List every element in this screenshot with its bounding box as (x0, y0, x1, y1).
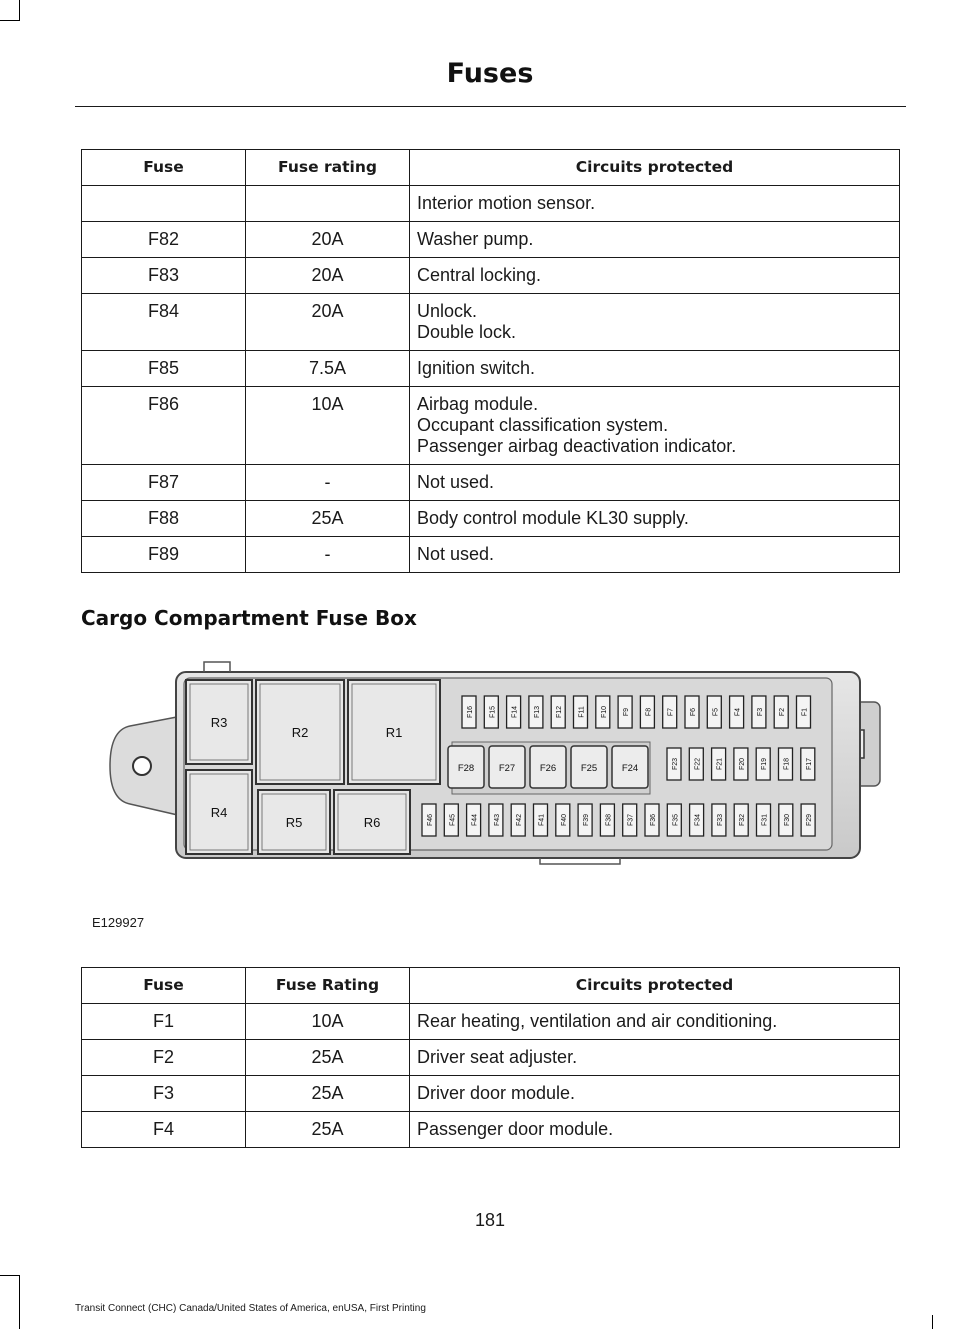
circuit-line: Passenger airbag deactivation indicator. (417, 436, 737, 456)
crop-mark (0, 1275, 20, 1276)
circuit-line: Ignition switch. (417, 358, 536, 378)
circuit-line: Unlock. (417, 301, 478, 321)
column-header-fuse: Fuse (82, 150, 246, 186)
fuse-label: F17 (805, 757, 813, 771)
column-header-circuits: Circuits protected (410, 150, 900, 186)
fuse-cell: F86 (82, 387, 246, 465)
circuit-line: Occupant classification system. (417, 415, 669, 435)
fuse-cell: F88 (82, 501, 246, 537)
rating-cell (246, 186, 410, 222)
table-row (82, 501, 900, 537)
fuse-label: F15 (489, 705, 497, 719)
fuse-label: F14 (511, 705, 519, 719)
fuse-label: F12 (556, 705, 564, 719)
circuit-line: Double lock. (417, 322, 517, 342)
crop-mark (19, 0, 20, 20)
fuse-label: F13 (533, 705, 541, 719)
fuse-label: F32 (739, 813, 747, 827)
circuit-line: Body control module KL30 supply. (417, 508, 689, 528)
relay-label: R4 (210, 805, 228, 820)
table-row (82, 351, 900, 387)
column-header-fuse: Fuse (82, 968, 246, 1004)
circuits-cell (410, 387, 900, 465)
relay-label: R1 (385, 725, 403, 740)
fuse-box-diagram (100, 650, 890, 865)
rating-cell: 20A (246, 294, 410, 351)
circuit-line: Passenger door module. (417, 1119, 614, 1139)
circuits-cell (410, 351, 900, 387)
circuit-line: Not used. (417, 544, 495, 564)
circuits-cell (410, 465, 900, 501)
rating-cell: 20A (246, 222, 410, 258)
fuse-label: F34 (694, 813, 702, 827)
table-header-row (82, 968, 900, 1004)
fuse-label: F6 (690, 707, 697, 717)
fuse-label: F22 (694, 757, 702, 771)
fuse-label: F18 (783, 757, 791, 771)
table-row (82, 387, 900, 465)
rating-cell: 10A (246, 1004, 410, 1040)
fuse-label: F42 (516, 813, 524, 827)
fuse-label: F46 (427, 813, 434, 827)
crop-mark (932, 1315, 933, 1329)
circuits-cell (410, 294, 900, 351)
rating-cell: 20A (246, 258, 410, 294)
table-header-row (82, 150, 900, 186)
fuse-label: F30 (783, 813, 791, 827)
fuse-cell: F84 (82, 294, 246, 351)
fuse-label: F36 (650, 813, 657, 827)
table-row (82, 1112, 900, 1148)
circuits-cell (410, 258, 900, 294)
circuit-line: Driver door module. (417, 1083, 576, 1103)
fuse-label: F8 (645, 707, 653, 717)
table-row (82, 258, 900, 294)
rating-cell: 25A (246, 1040, 410, 1076)
table-row (82, 294, 900, 351)
column-header-circuits: Circuits protected (410, 968, 900, 1004)
fuse-label: F27 (498, 763, 516, 774)
table-row (82, 186, 900, 222)
table-row (82, 1040, 900, 1076)
rating-cell: 25A (246, 501, 410, 537)
fuse-cell: F3 (82, 1076, 246, 1112)
relay-label: R5 (285, 815, 303, 830)
fuse-label: F16 (467, 705, 474, 719)
fuse-label: F24 (621, 763, 639, 774)
table-row (82, 1004, 900, 1040)
crop-mark (19, 1275, 20, 1329)
fuse-label: F45 (449, 813, 457, 827)
circuit-line: Airbag module. (417, 394, 539, 414)
circuit-line: Washer pump. (417, 229, 534, 249)
image-id: E129927 (92, 915, 145, 930)
fuse-label: F37 (627, 813, 635, 827)
circuits-cell (410, 501, 900, 537)
fuse-cell: F2 (82, 1040, 246, 1076)
relay-label: R2 (291, 725, 309, 740)
fuse-cell: F82 (82, 222, 246, 258)
table-row (82, 537, 900, 573)
circuit-line: Central locking. (417, 265, 542, 285)
fuse-label: F19 (761, 757, 769, 771)
fuse-label: F11 (578, 706, 586, 718)
fuse-label: F7 (667, 707, 675, 717)
circuit-line: Driver seat adjuster. (417, 1047, 578, 1067)
fuse-label: F10 (600, 705, 608, 719)
fuse-cell: F83 (82, 258, 246, 294)
fuse-label: F1 (801, 707, 809, 717)
fuse-table-2 (81, 967, 900, 1148)
circuits-cell (410, 1040, 900, 1076)
fuse-cell: F4 (82, 1112, 246, 1148)
circuits-cell (410, 537, 900, 573)
fuse-label: F3 (756, 707, 764, 717)
fuse-cell: F87 (82, 465, 246, 501)
page-number: 181 (474, 1210, 506, 1230)
fuse-label: F25 (580, 763, 598, 774)
fuse-label: F44 (471, 813, 479, 827)
fuse-label: F33 (716, 813, 724, 827)
circuits-cell (410, 1076, 900, 1112)
relay-label: R6 (363, 815, 381, 830)
table-row (82, 1076, 900, 1112)
fuse-label: F20 (738, 757, 746, 771)
fuse-cell: F85 (82, 351, 246, 387)
fuse-label: F43 (493, 813, 501, 827)
fuse-label: F29 (806, 813, 814, 827)
rating-cell: - (246, 537, 410, 573)
table-row (82, 222, 900, 258)
circuit-line: Not used. (417, 472, 495, 492)
circuits-cell (410, 1004, 900, 1040)
fuse-label: F2 (779, 707, 787, 717)
crop-mark (0, 20, 20, 21)
circuit-line: Interior motion sensor. (417, 193, 596, 213)
fuse-table-1 (81, 149, 900, 573)
fuse-label: F40 (560, 813, 568, 827)
section-heading: Cargo Compartment Fuse Box (81, 606, 417, 630)
fuse-cell (82, 186, 246, 222)
rating-cell: 25A (246, 1112, 410, 1148)
rating-cell: 10A (246, 387, 410, 465)
rating-cell: 25A (246, 1076, 410, 1112)
rating-cell: - (246, 465, 410, 501)
fuse-label: F23 (672, 757, 679, 771)
circuits-cell (410, 1112, 900, 1148)
circuit-line: Rear heating, ventilation and air conditioning. (417, 1011, 778, 1031)
fuse-label: F31 (761, 813, 769, 827)
fuse-label: F28 (457, 763, 475, 774)
circuits-cell (410, 186, 900, 222)
table-row (82, 465, 900, 501)
mounting-hole (133, 757, 151, 775)
relay-label: R3 (210, 715, 228, 730)
column-header-rating: Fuse rating (246, 150, 410, 186)
fuse-label: F35 (672, 813, 680, 827)
fuse-cell: F1 (82, 1004, 246, 1040)
fuse-label: F9 (623, 707, 631, 717)
footer-text: Transit Connect (CHC) Canada/United States of America, enUSA, First Printing (75, 1303, 426, 1314)
title-rule (75, 106, 906, 107)
fuse-cell: F89 (82, 537, 246, 573)
fuse-label: F4 (734, 707, 742, 717)
circuits-cell (410, 222, 900, 258)
rating-cell: 7.5A (246, 351, 410, 387)
fuse-label: F39 (583, 813, 591, 827)
fuse-label: F41 (538, 813, 546, 827)
fuse-label: F26 (539, 763, 557, 774)
fuse-label: F38 (605, 813, 613, 827)
fuse-label: F21 (716, 757, 724, 771)
page-title: Fuses (446, 58, 534, 89)
column-header-rating: Fuse Rating (246, 968, 410, 1004)
fuse-label: F5 (712, 707, 720, 717)
